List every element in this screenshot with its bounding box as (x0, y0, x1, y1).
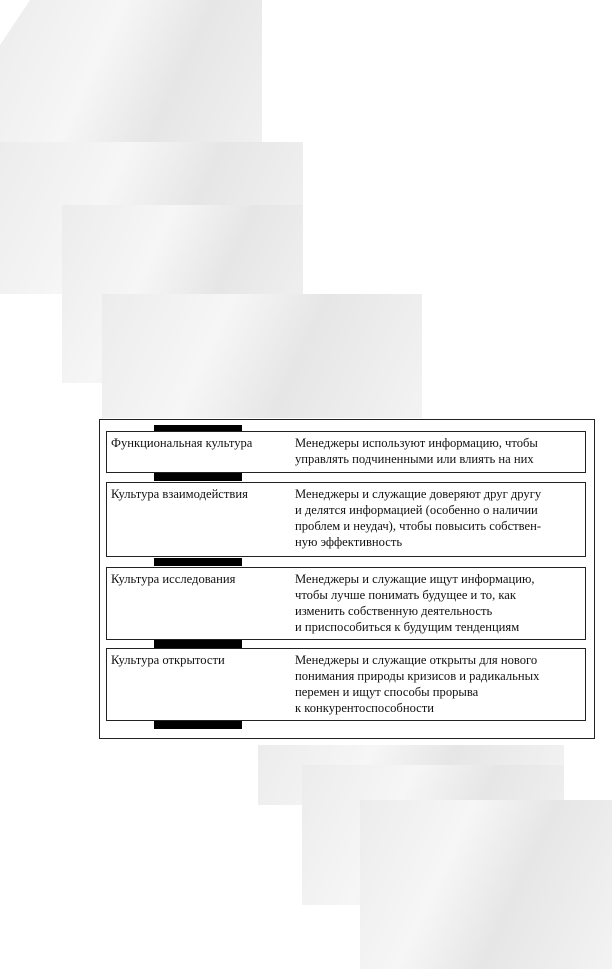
culture-row-openness (106, 648, 586, 721)
culture-name: Культура исследования (111, 572, 236, 586)
connector-bar (154, 558, 242, 566)
connector-bar (154, 640, 242, 648)
culture-row-interaction (106, 482, 586, 557)
background-panel (102, 294, 422, 418)
connector-bar (154, 473, 242, 481)
culture-name: Культура открытости (111, 653, 225, 667)
background-panel (360, 800, 612, 969)
culture-description: Менеджеры и служащие доверяют друг другу и делятся информацией (особенно о наличии проблем и неудач), чтобы повысить собствен- ную эффективность (295, 487, 542, 549)
culture-name: Культура взаимодействия (111, 487, 248, 501)
culture-description: Менеджеры и служащие ищут информацию, чтобы лучше понимать будущее и то, как изменить собственную деятельность и приспособиться к будущим тенденциям (295, 572, 535, 634)
culture-description: Менеджеры используют информацию, чтобы управлять подчиненными или влиять на них (295, 436, 538, 466)
culture-row-functional (106, 431, 586, 473)
culture-row-research (106, 567, 586, 640)
culture-description: Менеджеры и служащие открыты для нового понимания природы кризисов и радикальных перемен и ищут способы прорыва к конкурентоспособности (295, 653, 540, 715)
culture-name: Функциональная культура (111, 436, 253, 450)
connector-bar (154, 721, 242, 729)
